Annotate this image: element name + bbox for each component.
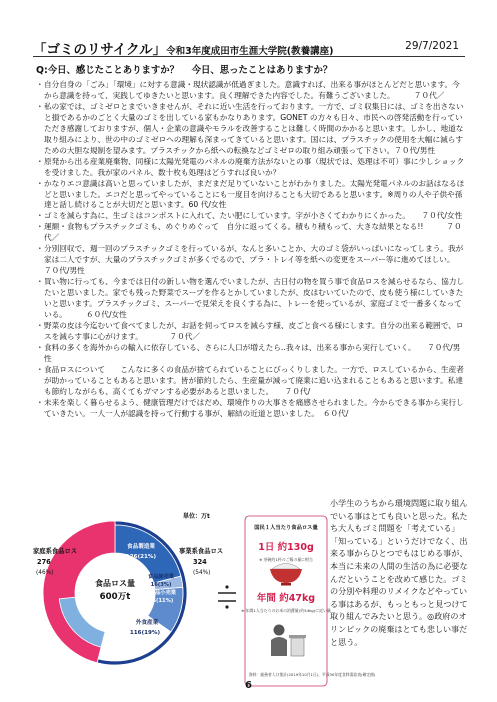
- center-label: 食品ロス量: [95, 579, 135, 588]
- slice-label-retail: 食品小売業: [150, 590, 176, 596]
- per-capita-title: 国民１人当たり食品ロス量: [254, 525, 318, 531]
- business-value: 324: [193, 558, 207, 566]
- slice-label-foodservice: 外食産業: [135, 620, 159, 626]
- comment-item: ・ 分別回収で、週一回のプラスチックゴミを行っているが、なんと多いことか、大のゴミ袋がいっぱいになってしまう。我が家は二人ですが、大量のプラスチックゴミが多くでるので、プラ・トレイ等を紙への変更をスーパー等に進めてほしい。 ７０代/男性: [36, 244, 466, 277]
- slice-value-retail: 66(11%): [148, 598, 174, 604]
- comment-item: ・ 食品ロスについて こんなに多くの食品が捨てられていることにびっくりしました。一方で、ロスしているから、生産者が助かっていることもあると思います。皆が節約したら、生産量が減って廃業に追い込まれることもあると思います。私達も節約しながらも、高くてもガマンする必要があると思いました。 ７０代/: [36, 365, 466, 398]
- slice-label-manufacture: 食品製造業: [127, 544, 155, 550]
- closing-comment: 小学生のうちから環境問題に取り組んでいる事はとても良いと思った。私たち大人もゴミ問題を「考えている」「知っている」というだけでなく、出来る事からひとつでもはじめる事が、本当に未来の人間の生活の為に必要なんだということを改めて感じた。ゴミの分別や料理のリメイクなどやっている事はあるが、もっともっと見つけて取り組んでみたいと思う。◎政府のオリンピックの廃棄はとても悲しい事だと思う。: [330, 498, 468, 647]
- comment-item: ・ 自分自身の「ごみ」「環境」に対する意識・現状認識が低過ぎました。意識すれば、出来る事がほとんどだと思います。今から意識を持って、実践してゆきたいと思います。良く理解できた内容でした。有難うございました。 ７０代／: [36, 80, 466, 102]
- approx-equal-icon: [218, 585, 236, 608]
- comment-item: ・ ゴミを減らす為に、生ゴミはコンポストに入れて、たい肥にしています。字が小さくてわかりにくかった。 ７０代/女性: [36, 211, 466, 222]
- center-value: 600万t: [99, 592, 131, 602]
- slice-label-wholesale: 食品卸売業: [148, 574, 174, 580]
- page-subtitle: 令和3年度成田市生涯大学院(教養講座): [166, 46, 334, 57]
- comment-item: ・ 私の家では、ゴミゼロとまでいきませんが、それに近い生活を行っております。一方で、ゴミ収集日には、ゴミを出さないと損であるかのごとく大量のゴミを出している家もかなりあります。GONET の方々も日々、市民への啓発活動を行っていただき感謝しておりますが、個人・企業の意識やモラルを改善することは難しく時間のかかると思います。しかし、地道な取り組みにより、世の中のゴミゼロへの理解も深まってきていると思います。国には、プラスチックの使用を大幅に減らすための大胆な規制を望みます。プラスチックから紙への転換などゴミゼロの取り組み頑張って下さい。７０代/男性: [36, 102, 466, 157]
- household-share: (46%): [36, 570, 54, 576]
- page-number: 6: [245, 680, 252, 691]
- slice-value-wholesale: 16(3%): [150, 582, 172, 588]
- page-date: 29/7/2021: [405, 40, 459, 52]
- household-label: 家庭系食品ロス: [33, 548, 78, 555]
- source-note: 資料：総務省人口推計(2019年10月1日)、平成30年度食料需給表(確定値): [249, 672, 376, 677]
- comment-item: ・ 未来を楽しく暮らせるよう、健康管理だけではだめ、環境作りの大事さを痛感させられました。今からできる事から実行していきたい。一人一人が認識を持って行動する事が、解結の近道と思いました。 ６０代/: [36, 398, 466, 420]
- yearly-note: ※ 年間1人当たりのお米の消費量(約54kg)に近い量: [241, 608, 331, 613]
- comment-item: ・ 運額・食物もプラスチックゴミも、めぐりめぐって 自分に返ってくる。積もり積もって、大きな結果となる!! ７０代／: [36, 222, 466, 244]
- question-heading: Q:今日、感じたことありますか？ 今日、思ったことはありますか？: [36, 65, 333, 76]
- daily-note: ※ 茶碗約1杯のご飯の量に相当: [259, 557, 313, 562]
- unit-label: 単位：万t: [183, 513, 210, 520]
- business-share: (54%): [193, 570, 211, 576]
- yearly-amount: 年間 約47kg: [256, 593, 316, 604]
- comment-item: ・ 原発から出る産業廃棄物、同様に太陽光発電のパネルの廃棄方法がないとの事（現状では、処理は不可）事に少しショックを受けました。我が家のパネル、数十枚も処理はどうすれば良いか？: [36, 157, 466, 179]
- business-label: 事業系食品ロス: [179, 548, 224, 555]
- comment-item: ・ 野菜の皮は今迄むいて食べてましたが、お話を伺ってロスを減らす様、皮ごと食べる様にします。自分の出来る範囲で、ロスを減らす事に心がけます。 ７０代／: [36, 321, 466, 343]
- page-title: 「ゴミのリサイクル」: [33, 42, 167, 58]
- slice-value-foodservice: 116(19%): [129, 630, 161, 636]
- daily-amount: 1日 約130g: [258, 542, 314, 553]
- comment-item: ・ かなりエコ意識は高いと思っていましたが、まだまだ足りていないことがわかりました。太陽光発電パネルのお話はなるほどと思いました。エコだと思ってやっていることにも一度目を向けることも大切であると思います。※周りの人や子供や孫達と話し続けることが大切だと思います。60 代/女性: [36, 179, 466, 212]
- comment-item: ・ 買い物に行っても、今までは日付の新しい物を選んでいましたが、古日付の物を買う事で食品ロスを減らせるなら、協力したいと思いました。家でも残った野菜でスープを作るとかしていましたが、皮はむいていたので、皮も使う様にしていきたいと思います。プラスチックゴミ、スーパーで見栄えを良くする為に、トレーを使っているが、家庭ゴミで一番多くなっている。 ６０代/女性: [36, 277, 466, 321]
- comment-item: ・ 食料の多くを海外からの輸入に依存している、さらに人口が増えたら‥我々は、出来る事から実行していく。 ７０代/男性: [36, 343, 466, 365]
- household-value: 276: [37, 558, 51, 566]
- comment-list: [36, 80, 482, 420]
- page-header: [33, 38, 463, 58]
- header-divider: [33, 56, 465, 57]
- slice-value-manufacture: 126(21%): [125, 554, 157, 560]
